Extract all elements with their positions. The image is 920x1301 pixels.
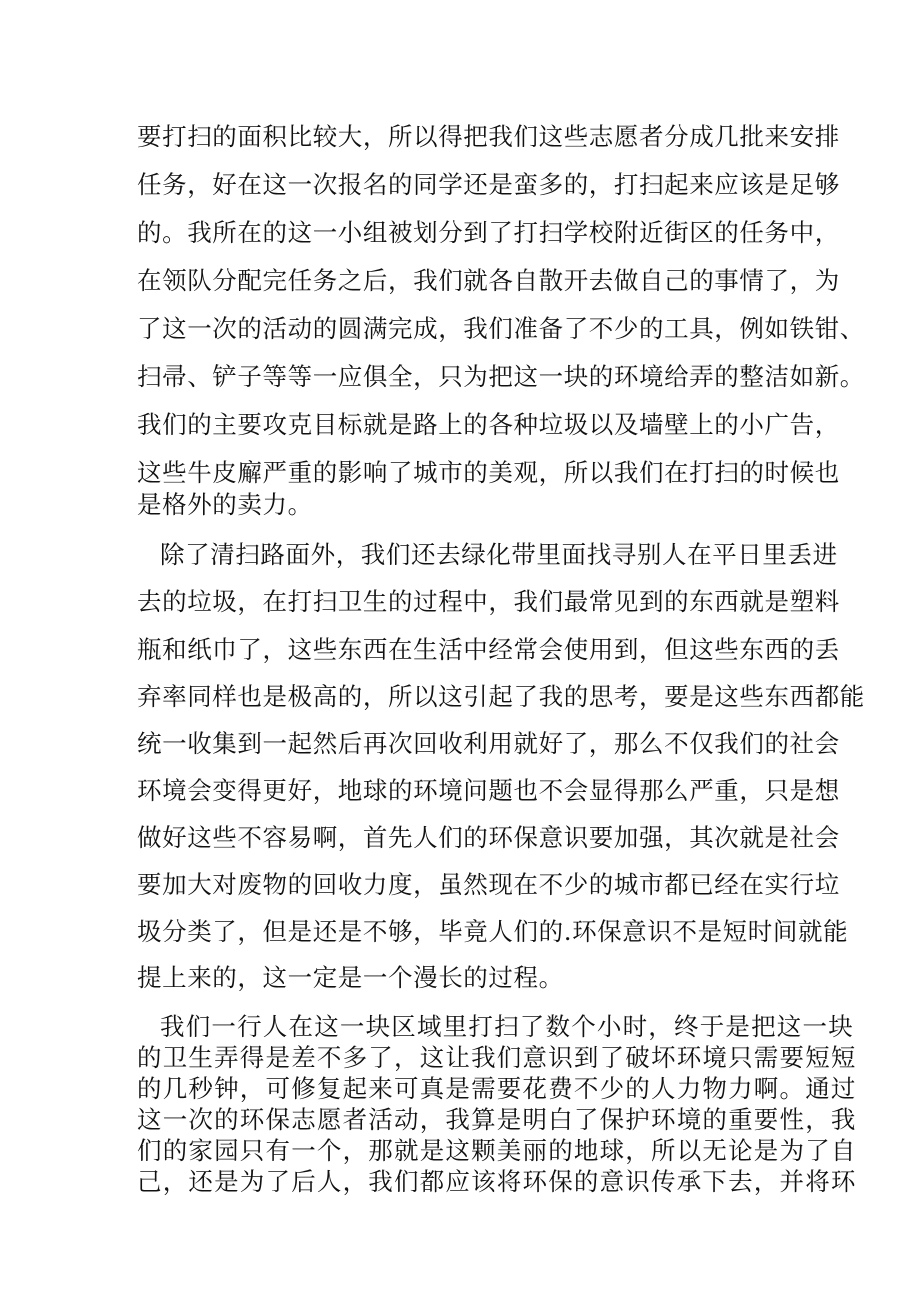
text-line: 做好这些不容易啊，首先人们的环保意识要加强，其次就是社会 [137,823,840,852]
text-line: 瓶和纸巾了，这些东西在生活中经常会使用到，但这些东西的丢 [137,635,840,664]
text-line: 的卫生弄得是差不多了，这让我们意识到了破坏环境只需要短短 [137,1043,857,1072]
text-line: 我们一行人在这一块区域里打扫了数个小时，终于是把这一块 [160,1012,854,1041]
text-line: 圾分类了，但是还是不够，毕竟人们的.环保意识不是短时间就能 [137,917,849,946]
text-line: 去的垃圾，在打扫卫生的过程中，我们最常见到的东西就是塑料 [137,587,840,616]
text-line: 的。我所在的这一小组被划分到了打扫学校附近街区的任务中， [137,218,840,247]
text-line: 要打扫的面积比较大，所以得把我们这些志愿者分成几批来安排 [137,122,840,151]
text-line: 我们的主要攻克目标就是路上的各种垃圾以及墙壁上的小广告， [137,410,840,439]
text-line: 提上来的，这一定是一个漫长的过程。 [137,963,564,992]
text-line: 了这一次的活动的圆满完成，我们准备了不少的工具，例如铁钳、 [137,314,865,343]
text-line: 除了清扫路面外，我们还去绿化带里面找寻别人在平日里丢进 [160,540,838,569]
text-line: 任务，好在这一次报名的同学还是蛮多的，打扫起来应该是足够 [137,170,840,199]
text-line: 在领队分配完任务之后，我们就各自散开去做自己的事情了，为 [137,266,840,295]
text-line: 们的家园只有一个，那就是这颗美丽的地球，所以无论是为了自 [137,1136,857,1165]
text-line: 的几秒钟，可修复起来可真是需要花费不少的人力物力啊。通过 [137,1074,857,1103]
text-line: 弃率同样也是极高的，所以这引起了我的思考，要是这些东西都能 [137,682,865,711]
text-line: 环境会变得更好，地球的环境问题也不会显得那么严重，只是想 [137,776,840,805]
text-line: 扫帚、铲子等等一应俱全，只为把这一块的环境给弄的整洁如新。 [137,362,865,391]
text-line: 要加大对废物的回收力度，虽然现在不少的城市都已经在实行垃 [137,870,840,899]
text-line: 统一收集到一起然后再次回收利用就好了，那么不仅我们的社会 [137,729,840,758]
text-line: 是格外的卖力。 [137,490,313,519]
text-line: 这些牛皮廨严重的影响了城市的美观，所以我们在打扫的时候也 [137,458,840,487]
text-line: 这一次的环保志愿者活动，我算是明白了保护环境的重要性，我 [137,1105,857,1134]
text-line: 己，还是为了后人，我们都应该将环保的意识传承下去，并将环 [137,1167,857,1196]
